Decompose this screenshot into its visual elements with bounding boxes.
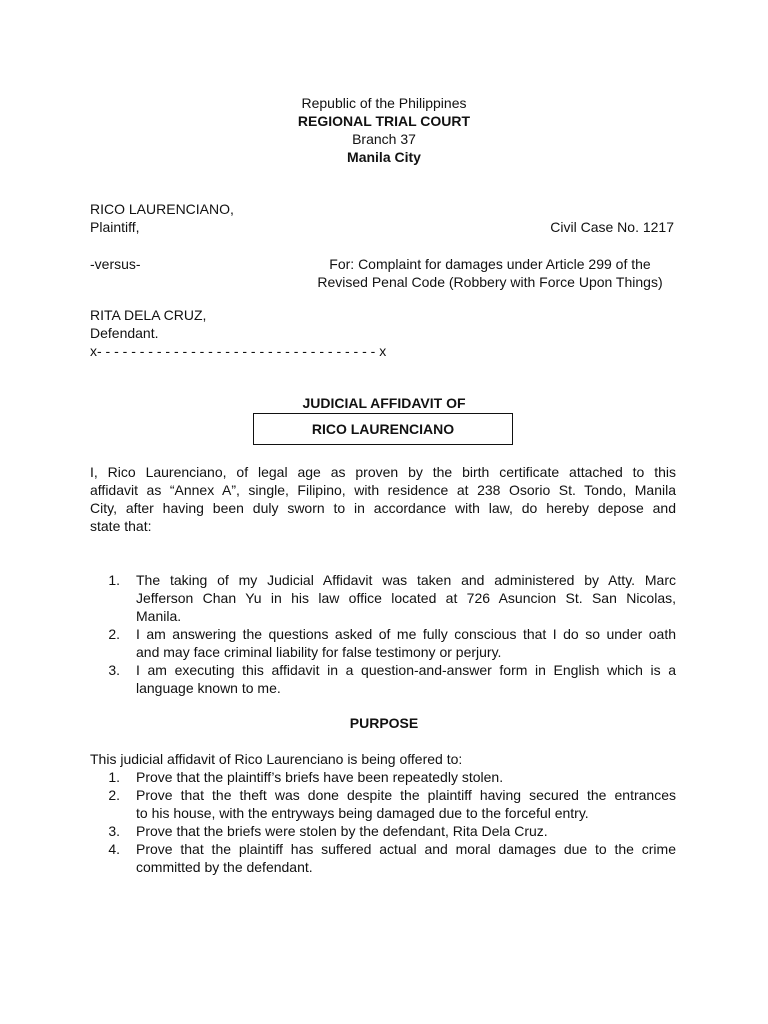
- purpose-line: Prove that the plaintiff’s briefs have been repeatedly stolen.: [136, 769, 504, 785]
- statement-line: Manila.: [136, 608, 182, 624]
- list-number: 2.: [108, 626, 120, 642]
- list-number: 2.: [108, 787, 120, 803]
- purpose-line: Prove that the briefs were stolen by the defendant, Rita Dela Cruz.: [136, 823, 548, 839]
- defendant-name: RITA DELA CRUZ,: [90, 307, 207, 323]
- statement-line: and may face criminal liability for false testimony or perjury.: [136, 644, 502, 660]
- defendant-role: Defendant.: [90, 325, 159, 341]
- case-number: Civil Case No. 1217: [550, 219, 674, 235]
- purpose-heading: PURPOSE: [349, 715, 419, 731]
- statement-line: I am executing this affidavit in a question-and-answer form in English which is a: [136, 662, 676, 678]
- affiant-name: RICO LAURENCIANO: [311, 421, 455, 437]
- republic-line: Republic of the Philippines: [301, 95, 467, 111]
- purpose-item: [90, 768, 676, 786]
- intro-line: state that:: [90, 518, 152, 534]
- list-number: 1.: [108, 572, 120, 588]
- case-nature: [300, 255, 680, 291]
- plaintiff-name: RICO LAURENCIANO,: [90, 201, 234, 217]
- city-line: Manila City: [347, 149, 421, 165]
- purpose-line: to his house, with the entryways being damaged due to the forceful entry.: [136, 805, 589, 821]
- statement-item: [90, 625, 676, 661]
- list-number: 4.: [108, 841, 120, 857]
- court-name: REGIONAL TRIAL COURT: [297, 113, 471, 129]
- statement-line: I am answering the questions asked of me fully conscious that I do so under oath: [136, 626, 676, 642]
- statement-line: Jefferson Chan Yu in his law office located at 726 Asuncion St. San Nicolas,: [136, 590, 676, 606]
- purpose-item: [90, 786, 676, 822]
- list-number: 3.: [108, 823, 120, 839]
- court-header: [0, 94, 768, 166]
- intro-line: I, Rico Laurenciano, of legal age as proven by the birth certificate attached to this: [90, 464, 676, 480]
- purpose-line: Prove that the theft was done despite the plaintiff having secured the entrances: [136, 787, 676, 803]
- intro-line: City, after having been duly sworn to in accordance with law, do hereby depose and: [90, 500, 676, 516]
- purpose-item: [90, 840, 676, 876]
- purpose-line: committed by the defendant.: [136, 859, 313, 875]
- caption-separator: x- - - - - - - - - - - - - - - - - - - - - - - - - - - - - - - - - x: [90, 343, 387, 359]
- purpose-intro: This judicial affidavit of Rico Laurenciano is being offered to:: [90, 751, 463, 767]
- intro-paragraph: [90, 463, 676, 535]
- statement-item: [90, 661, 676, 697]
- statement-item: [90, 571, 676, 625]
- statement-line: language known to me.: [136, 680, 281, 696]
- affidavit-title: JUDICIAL AFFIDAVIT OF: [302, 395, 466, 411]
- statement-line: The taking of my Judicial Affidavit was taken and administered by Atty. Marc: [136, 572, 676, 588]
- branch-line: Branch 37: [352, 131, 416, 147]
- purpose-item: [90, 822, 676, 840]
- case-nature-line: For: Complaint for damages under Article 299 of the: [329, 256, 651, 272]
- purpose-line: Prove that the plaintiff has suffered actual and moral damages due to the crime: [136, 841, 676, 857]
- case-nature-line: Revised Penal Code (Robbery with Force Upon Things): [317, 274, 663, 290]
- affiant-name-box: [253, 413, 513, 445]
- versus-label: -versus-: [90, 256, 141, 272]
- plaintiff-role: Plaintiff,: [90, 219, 140, 235]
- intro-line: affidavit as “Annex A”, single, Filipino, with residence at 238 Osorio St. Tondo, Manila: [90, 482, 676, 498]
- list-number: 3.: [108, 662, 120, 678]
- list-number: 1.: [108, 769, 120, 785]
